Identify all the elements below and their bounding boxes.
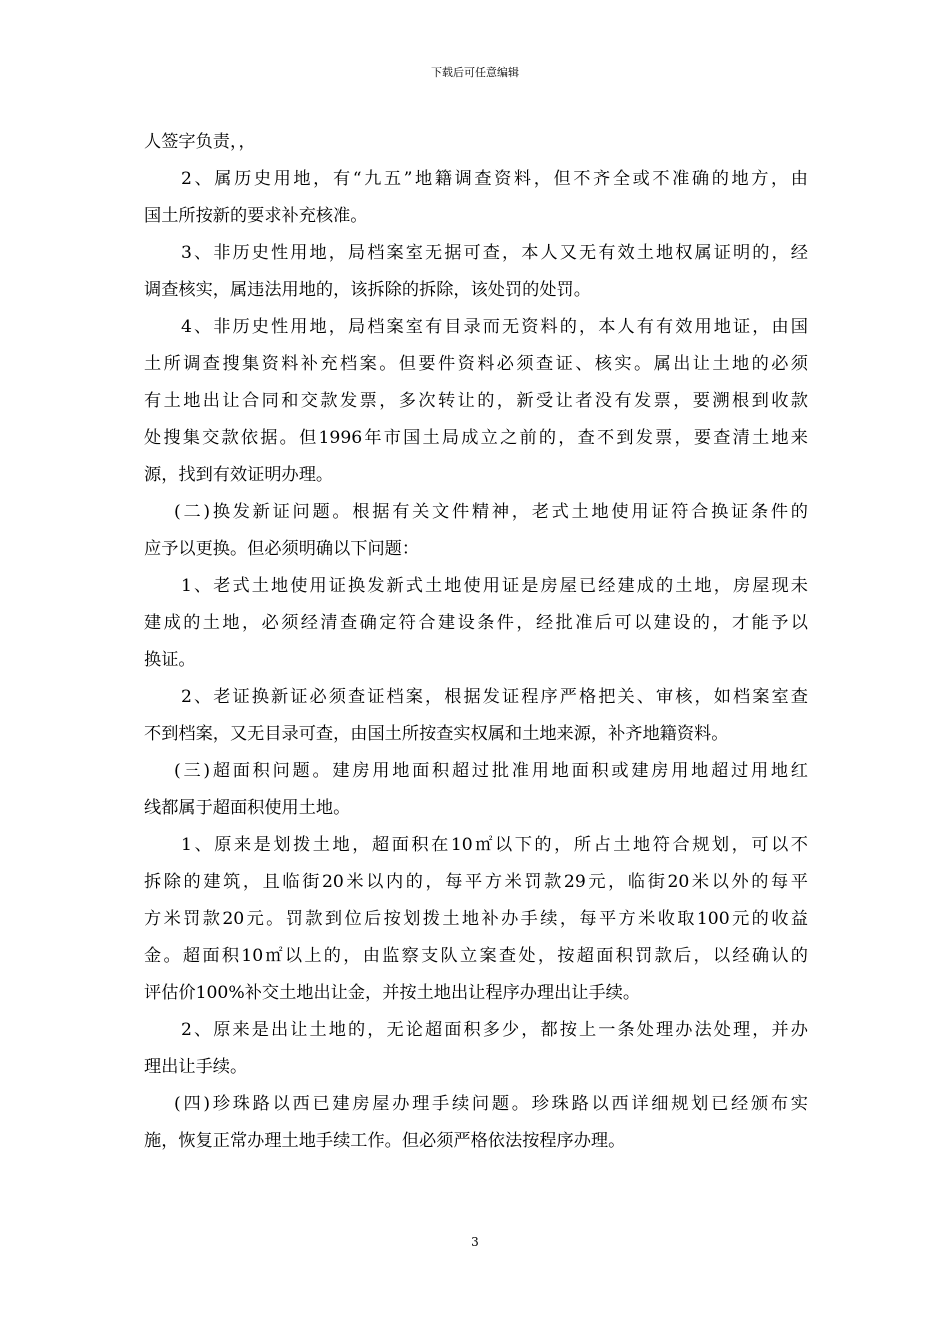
paragraph xyxy=(144,494,808,568)
paragraph xyxy=(144,679,808,753)
paragraph xyxy=(144,309,808,494)
text-line: 金。超面积10㎡以上的，由监察支队立案查处，按超面积罚款后，以经确认的 xyxy=(144,946,808,966)
text-line: 应予以更换。但必须明确以下问题： xyxy=(144,539,420,559)
text-line: 不到档案，又无目录可查，由国土所按查实权属和土地来源，补齐地籍资料。 xyxy=(144,724,729,744)
text-line: 评估价100%补交土地出让金，并按土地出让程序办理出让手续。 xyxy=(144,983,641,1003)
text-line: (四)珍珠路以西已建房屋办理手续问题。珍珠路以西详细规划已经颁布实 xyxy=(174,1094,808,1114)
page-number: 3 xyxy=(471,1235,479,1249)
text-line: 建成的土地，必须经清查确定符合建设条件，经批准后可以建设的，才能予以 xyxy=(144,613,808,633)
text-line: 有土地出让合同和交款发票，多次转让的，新受让者没有发票，要溯根到收款 xyxy=(144,391,808,411)
text-line: 处搜集交款依据。但1996年市国土局成立之前的，查不到发票，要查清土地来 xyxy=(144,428,808,448)
paragraph xyxy=(144,568,808,679)
text-line: (二)换发新证问题。根据有关文件精神，老式土地使用证符合换证条件的 xyxy=(174,502,808,522)
text-line: 施，恢复正常办理土地手续工作。但必须严格依法按程序办理。 xyxy=(144,1131,626,1151)
text-line: (三)超面积问题。建房用地面积超过批准用地面积或建房用地超过用地红 xyxy=(174,761,808,781)
text-line: 方米罚款20元。罚款到位后按划拨土地补办手续，每平方米收取100元的收益 xyxy=(144,909,808,929)
text-line: 理出让手续。 xyxy=(144,1057,248,1077)
paragraph xyxy=(144,161,808,235)
text-line: 1、老式土地使用证换发新式土地使用证是房屋已经建成的土地，房屋现未 xyxy=(181,576,808,596)
text-line: 人签字负责，， xyxy=(144,132,256,152)
text-line: 土所调查搜集资料补充档案。但要件资料必须查证、核实。属出让土地的必须 xyxy=(144,354,808,374)
paragraph xyxy=(144,753,808,827)
paragraph xyxy=(144,827,808,1012)
paragraph xyxy=(144,1012,808,1086)
text-line: 调查核实，属违法用地的，该拆除的拆除，该处罚的处罚。 xyxy=(144,280,591,300)
paragraph xyxy=(144,235,808,309)
text-line: 3、非历史性用地，局档案室无据可查，本人又无有效土地权属证明的，经 xyxy=(181,243,808,263)
document-body xyxy=(144,124,808,1160)
text-line: 换证。 xyxy=(144,650,196,670)
text-line: 国土所按新的要求补充核准。 xyxy=(144,206,368,226)
text-line: 1、原来是划拨土地，超面积在10㎡以下的，所占土地符合规划，可以不 xyxy=(181,835,808,855)
paragraph xyxy=(144,124,808,161)
page-header: 下载后可任意编辑 xyxy=(431,66,519,79)
text-line: 2、老证换新证必须查证档案，根据发证程序严格把关、审核，如档案室查 xyxy=(181,687,808,707)
text-line: 4、非历史性用地，局档案室有目录而无资料的，本人有有效用地证，由国 xyxy=(181,317,808,337)
text-line: 拆除的建筑，且临街20米以内的，每平方米罚款29元，临街20米以外的每平 xyxy=(144,872,808,892)
text-line: 2、属历史用地，有“九五”地籍调查资料，但不齐全或不准确的地方，由 xyxy=(181,169,808,189)
text-line: 源，找到有效证明办理。 xyxy=(144,465,334,485)
text-line: 2、原来是出让土地的，无论超面积多少，都按上一条处理办法处理，并办 xyxy=(181,1020,808,1040)
text-line: 线都属于超面积使用土地。 xyxy=(144,798,351,818)
paragraph xyxy=(144,1086,808,1160)
